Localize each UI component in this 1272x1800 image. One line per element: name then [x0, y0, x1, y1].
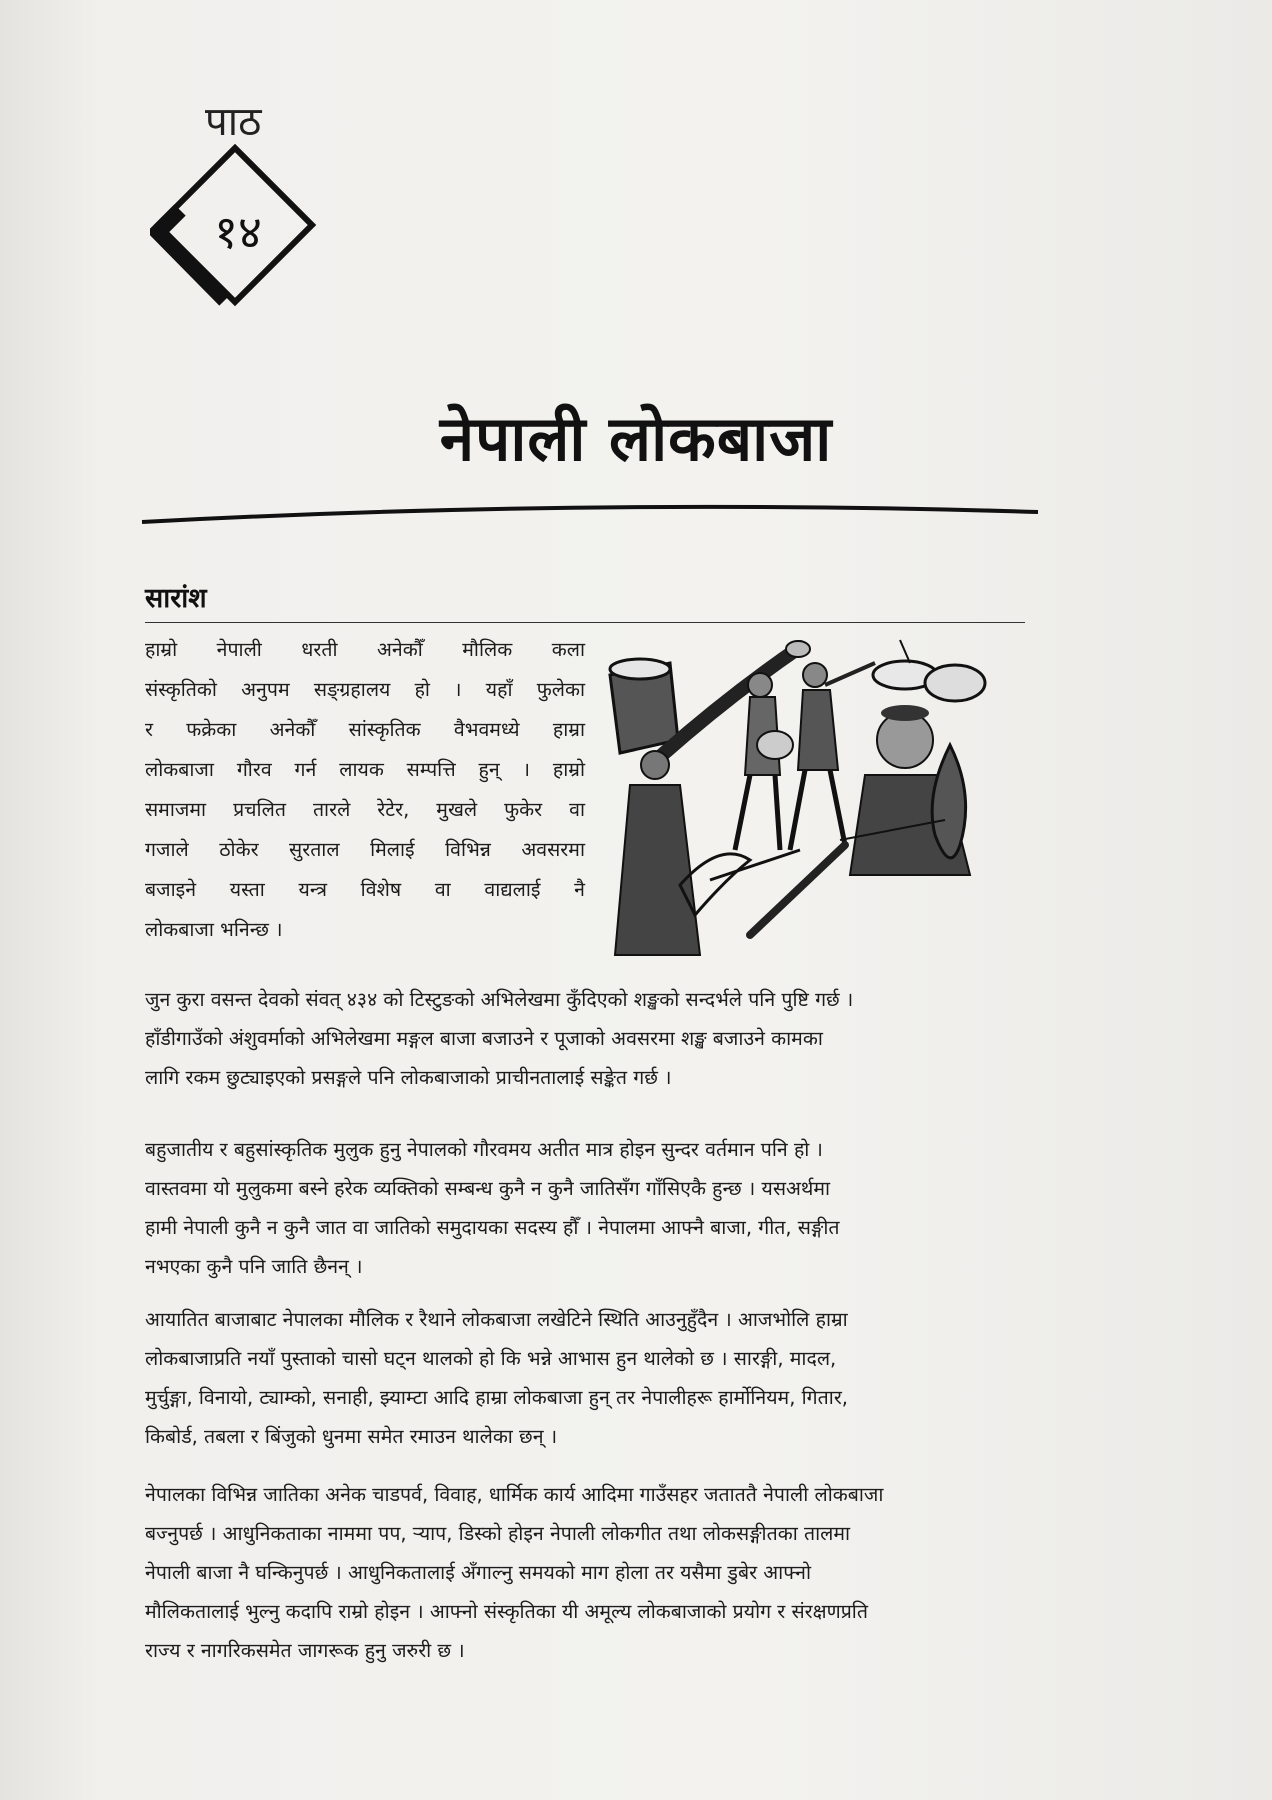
- drummer-figure: [735, 673, 793, 850]
- intro-line: संस्कृतिको अनुपम सङ्ग्रहालय हो । यहाँ फुलेका: [145, 678, 585, 701]
- cymbals-icon: [873, 640, 985, 701]
- flute-icon: [750, 845, 845, 935]
- paragraph-line: किबोर्ड, तबला र बिंजुको धुनमा समेत रमाउन थालेका छन् ।: [145, 1425, 558, 1448]
- paragraph: [145, 1130, 1040, 1286]
- paragraph-line: हामी नेपाली कुनै न कुनै जात वा जातिको समुदायका सदस्य हौँ । नेपालमा आफ्नै बाजा, गीत, सङ्गीत: [145, 1216, 840, 1239]
- horn-player-figure: [615, 751, 700, 955]
- section-divider: [145, 622, 1025, 623]
- intro-line: र फक्रेका अनेकौँ सांस्कृतिक वैभवमध्ये हाम्रा: [145, 718, 585, 741]
- paragraph-line: बहुजातीय र बहुसांस्कृतिक मुलुक हुनु नेपालको गौरवमय अतीत मात्र होइन सुन्दर वर्तमान पनि हो ।: [145, 1138, 823, 1161]
- paragraph-line: लागि रकम छुट्याइएको प्रसङ्गले पनि लोकबाजाको प्राचीनतालाई सङ्केत गर्छ ।: [145, 1066, 672, 1089]
- paragraph-line: लोकबाजाप्रति नयाँ पुस्ताको चासो घट्न थालको हो कि भन्ने आभास हुन थालेको छ । सारङ्गी, मादल,: [145, 1347, 837, 1370]
- intro-line: गजाले ठोकेर सुरताल मिलाई विभिन्न अवसरमा: [145, 838, 585, 861]
- paragraph-line: नभएका कुनै पनि जाति छैनन् ।: [145, 1255, 363, 1278]
- section-heading: सारांश: [145, 583, 207, 614]
- paragraph-line: वास्तवमा यो मुलुकमा बस्ने हरेक व्यक्तिको सम्बन्ध कुनै न कुनै जातिसँग गाँसिएकै हुन्छ । यसअर्थमा: [145, 1177, 831, 1200]
- lesson-number: १४: [214, 205, 262, 259]
- paragraph-line: मुर्चुङ्गा, विनायो, ट्याम्को, सनाही, झ्याम्टा आदि हाम्रा लोकबाजा हुन् तर नेपालीहरू हार्मोनियम, गितार,: [145, 1386, 848, 1409]
- paragraph-line: मौलिकतालाई भुल्नु कदापि राम्रो होइन । आफ्नो संस्कृतिका यी अमूल्य लोकबाजाको प्रयोग र संरक्षणप्रति: [145, 1600, 868, 1623]
- intro-paragraph: [145, 630, 585, 950]
- paragraph-line: राज्य र नागरिकसमेत जागरूक हुनु जरुरी छ ।: [145, 1639, 465, 1662]
- paragraph: [145, 1475, 1040, 1670]
- paragraph-line: नेपाली बाजा नै घन्किनुपर्छ । आधुनिकतालाई अँगाल्नु समयको माग होला तर यसैमा डुबेर आफ्नो: [145, 1561, 812, 1584]
- drum-icon: [610, 659, 678, 753]
- title-underline: [140, 500, 1040, 530]
- paragraph-line: नेपालका विभिन्न जातिका अनेक चाडपर्व, विवाह, धार्मिक कार्य आदिमा गाउँसहर जताततै नेपाली लोकबाजा: [145, 1483, 884, 1506]
- intro-line: समाजमा प्रचलित तारले रेटेर, मुखले फुकेर वा: [145, 798, 585, 821]
- paragraph-line: आयातित बाजाबाट नेपालका मौलिक र रैथाने लोकबाजा लखेटिने स्थिति आउनुहुँदैन । आजभोलि हाम्रा: [145, 1308, 848, 1331]
- intro-line: बजाइने यस्ता यन्त्र विशेष वा वाद्यलाई नै: [145, 878, 585, 901]
- intro-line: लोकबाजा गौरव गर्न लायक सम्पत्ति हुन् । हाम्रो: [145, 758, 585, 781]
- paragraph-line: हाँडीगाउँको अंशुवर्माको अभिलेखमा मङ्गल बाजा बजाउने र पूजाको अवसरमा शङ्ख बजाउने कामका: [145, 1027, 823, 1050]
- lesson-label: पाठ: [205, 99, 262, 145]
- paragraph: [145, 980, 1040, 1097]
- page-title: नेपाली लोकबाजा: [439, 402, 833, 475]
- paragraph-line: बज्नुपर्छ । आधुनिकताका नाममा पप, र्‍याप, डिस्को होइन नेपाली लोकगीत तथा लोकसङ्गीतका तालमा: [145, 1522, 851, 1545]
- intro-line: लोकबाजा भनिन्छ ।: [145, 918, 283, 941]
- folk-musicians-illustration: [600, 635, 1020, 965]
- paragraph-line: जुन कुरा वसन्त देवको संवत् ४३४ को टिस्टुङको अभिलेखमा कुँदिएको शङ्खको सन्दर्भले पनि पुष्टि गर्छ ।: [145, 988, 854, 1011]
- intro-line: हाम्रो नेपाली धरती अनेकौँ मौलिक कला: [145, 638, 585, 661]
- paragraph: [145, 1300, 1040, 1456]
